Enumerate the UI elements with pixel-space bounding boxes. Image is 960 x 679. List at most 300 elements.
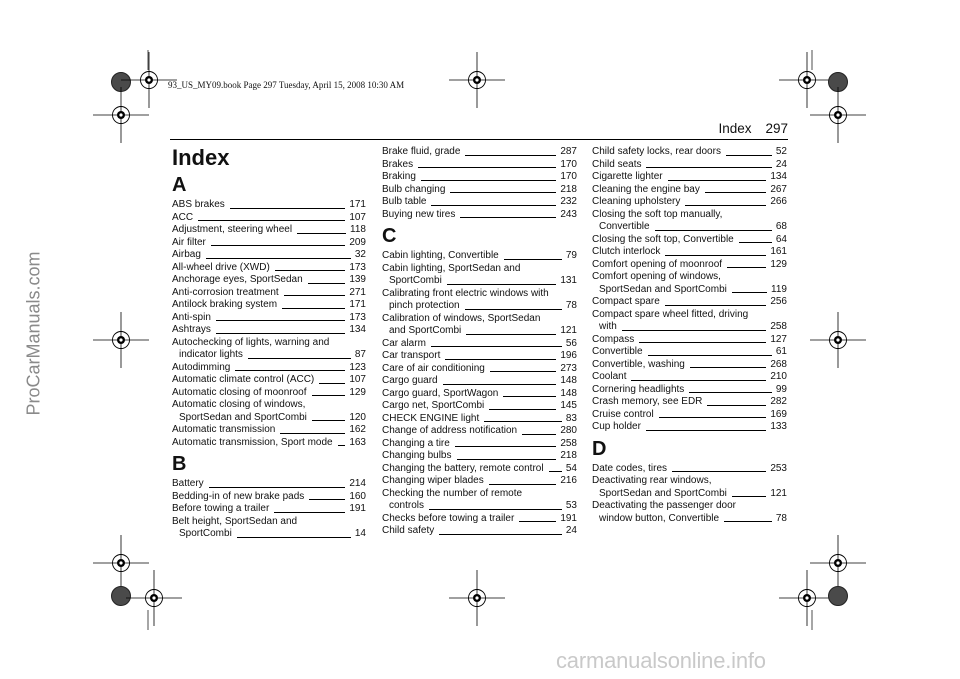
entry-term: Deactivating the passenger door bbox=[592, 500, 736, 511]
entry-page: 267 bbox=[770, 183, 787, 195]
entry-page: 53 bbox=[565, 500, 577, 511]
leader-line bbox=[724, 521, 772, 522]
index-column-2 bbox=[382, 146, 577, 538]
leader-line bbox=[457, 459, 557, 460]
entry-page: 163 bbox=[349, 436, 366, 448]
entry-term: ACC bbox=[172, 211, 194, 223]
index-entry bbox=[382, 350, 577, 363]
entry-page: 99 bbox=[775, 383, 787, 395]
index-entry bbox=[172, 503, 366, 516]
leader-line bbox=[216, 333, 345, 334]
leader-line bbox=[648, 355, 772, 356]
entry-term: Car alarm bbox=[382, 337, 426, 349]
section-letter: D bbox=[592, 437, 607, 460]
entry-term: Child safety locks, rear doors bbox=[592, 146, 721, 157]
index-entry bbox=[592, 334, 787, 347]
entry-term: Cleaning upholstery bbox=[592, 196, 681, 207]
entry-page: 54 bbox=[565, 462, 577, 474]
entry-page: 218 bbox=[560, 183, 577, 195]
entry-term: Cup holder bbox=[592, 421, 641, 432]
leader-line bbox=[465, 309, 562, 310]
entry-term-continued: SportSedan and SportCombi bbox=[179, 411, 307, 423]
entry-page: 232 bbox=[560, 196, 577, 207]
entry-page: 107 bbox=[349, 374, 366, 385]
leader-line bbox=[248, 358, 351, 359]
entry-term: All-wheel drive (XWD) bbox=[172, 261, 270, 273]
entry-term: Brake fluid, grade bbox=[382, 146, 461, 157]
leader-line bbox=[338, 445, 346, 446]
leader-line bbox=[672, 471, 766, 472]
entry-page: 268 bbox=[770, 358, 787, 370]
leader-line bbox=[668, 180, 767, 181]
entry-page: 78 bbox=[565, 300, 577, 311]
entry-page: 218 bbox=[560, 450, 577, 461]
entry-page: 191 bbox=[560, 512, 577, 524]
entry-page: 282 bbox=[770, 396, 787, 407]
entry-page: 139 bbox=[349, 274, 366, 285]
index-entry bbox=[382, 209, 577, 222]
entry-page: 118 bbox=[350, 224, 366, 235]
index-entry bbox=[382, 400, 577, 413]
index-entry bbox=[382, 488, 577, 513]
index-entry bbox=[592, 346, 787, 359]
entry-page: 121 bbox=[770, 487, 787, 499]
leader-line bbox=[198, 220, 345, 221]
entry-page: 214 bbox=[349, 478, 366, 489]
entry-page: 287 bbox=[560, 146, 577, 157]
entry-term: Cabin lighting, Convertible bbox=[382, 250, 499, 261]
leader-line bbox=[312, 420, 345, 421]
entry-page: 173 bbox=[349, 311, 366, 323]
leader-line bbox=[522, 434, 556, 435]
entry-page: 171 bbox=[349, 199, 366, 210]
crosshair-icon bbox=[449, 570, 505, 626]
leader-line bbox=[418, 167, 556, 168]
leader-line bbox=[455, 446, 556, 447]
entry-page: 253 bbox=[770, 462, 787, 474]
leader-line bbox=[646, 430, 766, 431]
index-entry bbox=[172, 337, 366, 362]
entry-term: Closing the soft top, Convertible bbox=[592, 233, 734, 245]
index-entry bbox=[592, 384, 787, 397]
entry-page: 121 bbox=[560, 325, 577, 336]
leader-line bbox=[443, 384, 557, 385]
entry-term: Crash memory, see EDR bbox=[592, 396, 703, 407]
index-entry bbox=[592, 209, 787, 234]
entry-page: 160 bbox=[349, 490, 366, 502]
leader-line bbox=[659, 417, 767, 418]
entry-term: Automatic transmission, Sport mode bbox=[172, 436, 333, 448]
entry-term: ABS brakes bbox=[172, 199, 225, 210]
leader-line bbox=[685, 205, 766, 206]
leader-line bbox=[209, 487, 346, 488]
leader-line bbox=[450, 192, 556, 193]
entry-page: 171 bbox=[349, 299, 366, 310]
index-entry bbox=[382, 375, 577, 388]
entry-term: Bedding-in of new brake pads bbox=[172, 490, 305, 502]
entry-term: Bulb changing bbox=[382, 183, 446, 195]
leader-line bbox=[707, 405, 766, 406]
index-entry bbox=[382, 463, 577, 476]
leader-line bbox=[429, 509, 562, 510]
leader-line bbox=[503, 396, 556, 397]
entry-term: Before towing a trailer bbox=[172, 503, 270, 514]
entry-page: 273 bbox=[560, 362, 577, 374]
entry-term: Closing the soft top manually, bbox=[592, 208, 723, 220]
index-entry bbox=[172, 274, 366, 287]
entry-term: Cargo guard, SportWagon bbox=[382, 387, 499, 399]
crosshair-icon bbox=[779, 570, 835, 626]
bottom-watermark: carmanualsonline.info bbox=[556, 648, 766, 673]
entry-term: Child safety bbox=[382, 525, 435, 536]
entry-term: Comfort opening of moonroof bbox=[592, 258, 723, 270]
index-entry bbox=[592, 184, 787, 197]
entry-page: 258 bbox=[560, 437, 577, 449]
entry-page: 170 bbox=[560, 158, 577, 170]
entry-term: Cruise control bbox=[592, 408, 654, 420]
index-entry bbox=[172, 249, 366, 262]
entry-term-continued: SportSedan and SportCombi bbox=[599, 487, 727, 499]
entry-term: Automatic closing of windows, bbox=[172, 399, 306, 410]
index-entry bbox=[172, 224, 366, 237]
entry-page: 120 bbox=[349, 411, 366, 423]
print-slug-header: 93_US_MY09.book Page 297 Tuesday, April 15, 2008 10:30 AM bbox=[168, 80, 405, 90]
entry-term: Anti-corrosion treatment bbox=[172, 286, 279, 298]
index-entry bbox=[172, 299, 366, 312]
entry-term-continued: Convertible bbox=[599, 221, 650, 232]
entry-term: Automatic closing of moonroof bbox=[172, 386, 307, 398]
section-letter: C bbox=[382, 225, 397, 247]
entry-page: 133 bbox=[770, 421, 787, 432]
leader-line bbox=[439, 534, 562, 535]
leader-line bbox=[211, 245, 345, 246]
index-entry bbox=[172, 262, 366, 275]
entry-page: 161 bbox=[770, 246, 787, 257]
leader-line bbox=[319, 383, 345, 384]
leader-line bbox=[237, 537, 351, 538]
entry-term: Checks before towing a trailer bbox=[382, 512, 515, 524]
entry-page: 131 bbox=[560, 275, 577, 286]
leader-line bbox=[631, 380, 766, 381]
index-entry bbox=[592, 421, 787, 434]
crosshair-icon bbox=[810, 312, 866, 368]
entry-page: 87 bbox=[354, 349, 366, 360]
leader-line bbox=[727, 267, 766, 268]
index-entry bbox=[592, 159, 787, 172]
index-entry bbox=[172, 237, 366, 250]
entry-term: Autodimming bbox=[172, 361, 231, 373]
index-entry bbox=[382, 196, 577, 209]
index-entry bbox=[172, 287, 366, 300]
entry-term-continued: SportCombi bbox=[389, 275, 442, 286]
entry-page: 243 bbox=[560, 208, 577, 220]
leader-line bbox=[280, 433, 345, 434]
leader-line bbox=[732, 496, 766, 497]
crosshair-icon bbox=[449, 52, 505, 108]
entry-term: Belt height, SportSedan and bbox=[172, 515, 298, 527]
entry-term-continued: SportSedan and SportCombi bbox=[599, 283, 727, 295]
index-entry bbox=[382, 171, 577, 184]
leader-line bbox=[665, 305, 767, 306]
entry-term: CHECK ENGINE light bbox=[382, 412, 480, 424]
leader-line bbox=[421, 180, 556, 181]
entry-term: Child seats bbox=[592, 158, 642, 170]
crosshair-icon bbox=[93, 87, 149, 143]
entry-term: Convertible bbox=[592, 346, 643, 357]
entry-term: Battery bbox=[172, 478, 204, 489]
leader-line bbox=[689, 392, 772, 393]
index-entry bbox=[172, 399, 366, 424]
leader-line bbox=[639, 342, 766, 343]
entry-term: Checking the number of remote bbox=[382, 487, 523, 499]
index-entry bbox=[382, 525, 577, 538]
index-column-1 bbox=[172, 146, 366, 541]
entry-term-continued: window button, Convertible bbox=[599, 512, 720, 524]
entry-page: 134 bbox=[349, 324, 366, 335]
index-entry bbox=[382, 146, 577, 159]
entry-term-continued: and SportCombi bbox=[389, 325, 462, 336]
entry-term-continued: SportCombi bbox=[179, 528, 232, 539]
entry-term: Comfort opening of windows, bbox=[592, 271, 721, 282]
running-head-title: Index bbox=[718, 121, 752, 136]
index-entry bbox=[172, 491, 366, 504]
running-head bbox=[718, 121, 788, 136]
index-entry bbox=[382, 438, 577, 451]
index-entry bbox=[382, 313, 577, 338]
entry-page: 196 bbox=[560, 350, 577, 361]
entry-term: Changing the battery, remote control bbox=[382, 462, 544, 474]
entry-term: Cargo guard bbox=[382, 375, 438, 386]
index-entry bbox=[592, 371, 787, 384]
index-entry bbox=[382, 363, 577, 376]
entry-term-continued: pinch protection bbox=[389, 300, 460, 311]
index-entry bbox=[172, 478, 366, 491]
leader-line bbox=[235, 370, 345, 371]
entry-term: Calibrating front electric windows with bbox=[382, 287, 549, 299]
crosshair-icon bbox=[810, 535, 866, 591]
index-entry bbox=[382, 288, 577, 313]
leader-line bbox=[739, 242, 772, 243]
index-entry bbox=[592, 309, 787, 334]
entry-term: Changing wiper blades bbox=[382, 475, 484, 486]
entry-term: Calibration of windows, SportSedan bbox=[382, 312, 541, 324]
entry-term: Braking bbox=[382, 171, 416, 182]
leader-line bbox=[274, 512, 345, 513]
index-entry bbox=[592, 463, 787, 476]
index-entry bbox=[592, 246, 787, 259]
index-entry bbox=[592, 171, 787, 184]
entry-page: 280 bbox=[560, 425, 577, 436]
leader-line bbox=[665, 255, 766, 256]
entry-term: Cornering headlights bbox=[592, 383, 685, 395]
entry-term: Brakes bbox=[382, 158, 414, 170]
index-entry bbox=[592, 296, 787, 309]
leader-line bbox=[308, 283, 346, 284]
side-watermark: ProCarManuals.com bbox=[23, 251, 44, 416]
leader-line bbox=[490, 371, 556, 372]
entry-term: Buying new tires bbox=[382, 208, 456, 220]
entry-page: 145 bbox=[560, 400, 577, 411]
index-entry bbox=[382, 159, 577, 172]
crosshair-icon bbox=[810, 87, 866, 143]
leader-line bbox=[431, 205, 556, 206]
entry-term: Bulb table bbox=[382, 196, 427, 207]
entry-page: 129 bbox=[770, 258, 787, 270]
leader-line bbox=[445, 359, 556, 360]
entry-term: Changing a tire bbox=[382, 437, 450, 449]
entry-page: 119 bbox=[771, 283, 787, 295]
corner-dot-icon bbox=[112, 587, 131, 606]
leader-line bbox=[297, 233, 346, 234]
index-entry bbox=[172, 362, 366, 375]
index-entry bbox=[592, 259, 787, 272]
entry-page: 216 bbox=[560, 475, 577, 486]
index-entry bbox=[172, 324, 366, 337]
entry-page: 210 bbox=[770, 371, 787, 382]
entry-page: 61 bbox=[775, 346, 787, 357]
index-entry bbox=[172, 387, 366, 400]
entry-term: Compact spare bbox=[592, 296, 660, 307]
entry-term: Adjustment, steering wheel bbox=[172, 224, 293, 235]
index-entry bbox=[172, 374, 366, 387]
entry-page: 56 bbox=[565, 337, 577, 349]
entry-term-continued: indicator lights bbox=[179, 349, 243, 360]
leader-line bbox=[622, 330, 767, 331]
entry-term: Cigarette lighter bbox=[592, 171, 663, 182]
index-entry bbox=[382, 388, 577, 401]
entry-page: 107 bbox=[349, 211, 366, 223]
entry-page: 266 bbox=[770, 196, 787, 207]
leader-line bbox=[284, 295, 346, 296]
index-entry bbox=[592, 359, 787, 372]
entry-page: 191 bbox=[349, 503, 366, 514]
entry-page: 258 bbox=[770, 321, 787, 332]
index-entry bbox=[172, 212, 366, 225]
leader-line bbox=[282, 308, 345, 309]
index-entry bbox=[382, 263, 577, 288]
entry-page: 209 bbox=[349, 236, 366, 248]
index-entry bbox=[592, 396, 787, 409]
leader-line bbox=[726, 155, 772, 156]
leader-line bbox=[655, 230, 772, 231]
index-column-3 bbox=[592, 146, 787, 525]
entry-term: Anti-spin bbox=[172, 311, 211, 323]
entry-page: 148 bbox=[560, 375, 577, 386]
entry-page: 271 bbox=[349, 286, 366, 298]
leader-line bbox=[460, 217, 556, 218]
index-entry bbox=[382, 184, 577, 197]
index-entry bbox=[592, 196, 787, 209]
entry-page: 83 bbox=[565, 412, 577, 424]
leader-line bbox=[275, 270, 346, 271]
leader-line bbox=[484, 421, 562, 422]
entry-term: Change of address notification bbox=[382, 425, 518, 436]
entry-term: Compass bbox=[592, 333, 635, 345]
entry-term: Cargo net, SportCombi bbox=[382, 400, 485, 411]
entry-term: Compact spare wheel fitted, driving bbox=[592, 308, 749, 320]
index-entry bbox=[592, 500, 787, 525]
entry-term: Coolant bbox=[592, 371, 627, 382]
entry-page: 123 bbox=[349, 361, 366, 373]
corner-dot-icon bbox=[829, 587, 848, 606]
index-entry bbox=[172, 437, 366, 450]
entry-page: 52 bbox=[775, 146, 787, 157]
index-entry bbox=[382, 475, 577, 488]
index-entry bbox=[172, 199, 366, 212]
index-entry bbox=[592, 475, 787, 500]
entry-page: 256 bbox=[770, 296, 787, 307]
leader-line bbox=[519, 521, 556, 522]
leader-line bbox=[489, 409, 556, 410]
index-entry bbox=[382, 450, 577, 463]
leader-line bbox=[705, 192, 766, 193]
entry-page: 24 bbox=[565, 525, 577, 536]
leader-line bbox=[504, 259, 562, 260]
index-entry bbox=[592, 234, 787, 247]
entry-page: 127 bbox=[770, 333, 787, 345]
leader-line bbox=[309, 499, 345, 500]
entry-page: 24 bbox=[775, 158, 787, 170]
entry-page: 169 bbox=[770, 408, 787, 420]
entry-page: 148 bbox=[560, 387, 577, 399]
entry-page: 78 bbox=[775, 512, 787, 524]
entry-term: Ashtrays bbox=[172, 324, 211, 335]
index-entry bbox=[592, 146, 787, 159]
entry-term: Care of air conditioning bbox=[382, 362, 485, 374]
entry-term: Autochecking of lights, warning and bbox=[172, 336, 330, 348]
entry-term: Cleaning the engine bay bbox=[592, 183, 700, 195]
entry-term-continued: with bbox=[599, 321, 617, 332]
crosshair-icon bbox=[93, 312, 149, 368]
leader-line bbox=[466, 334, 556, 335]
entry-term: Air filter bbox=[172, 236, 206, 248]
index-entry bbox=[172, 424, 366, 437]
entry-page: 162 bbox=[349, 424, 366, 435]
leader-line bbox=[206, 258, 351, 259]
entry-term-continued: controls bbox=[389, 500, 425, 511]
entry-page: 64 bbox=[775, 233, 787, 245]
leader-line bbox=[216, 320, 345, 321]
leader-line bbox=[312, 395, 346, 396]
entry-term: Car transport bbox=[382, 350, 441, 361]
entry-term: Antilock braking system bbox=[172, 299, 278, 310]
index-entry bbox=[382, 425, 577, 438]
index-entry bbox=[382, 250, 577, 263]
index-entry bbox=[382, 413, 577, 426]
entry-page: 170 bbox=[560, 171, 577, 182]
leader-line bbox=[431, 346, 562, 347]
entry-term: Date codes, tires bbox=[592, 462, 668, 474]
page-number: 297 bbox=[765, 121, 788, 136]
entry-term: Anchorage eyes, SportSedan bbox=[172, 274, 303, 285]
index-entry bbox=[592, 409, 787, 422]
index-entry bbox=[382, 513, 577, 526]
crosshair-icon bbox=[126, 570, 182, 626]
leader-line bbox=[732, 292, 767, 293]
entry-page: 32 bbox=[354, 249, 366, 260]
entry-term: Automatic climate control (ACC) bbox=[172, 374, 315, 385]
header-rule bbox=[170, 139, 788, 140]
section-letter: B bbox=[172, 453, 187, 475]
index-title: Index bbox=[172, 145, 230, 170]
entry-term: Cabin lighting, SportSedan and bbox=[382, 262, 521, 274]
leader-line bbox=[230, 208, 346, 209]
index-entry bbox=[172, 312, 366, 325]
leader-line bbox=[489, 484, 557, 485]
entry-page: 134 bbox=[770, 171, 787, 182]
leader-line bbox=[646, 167, 771, 168]
entry-page: 129 bbox=[349, 386, 366, 398]
